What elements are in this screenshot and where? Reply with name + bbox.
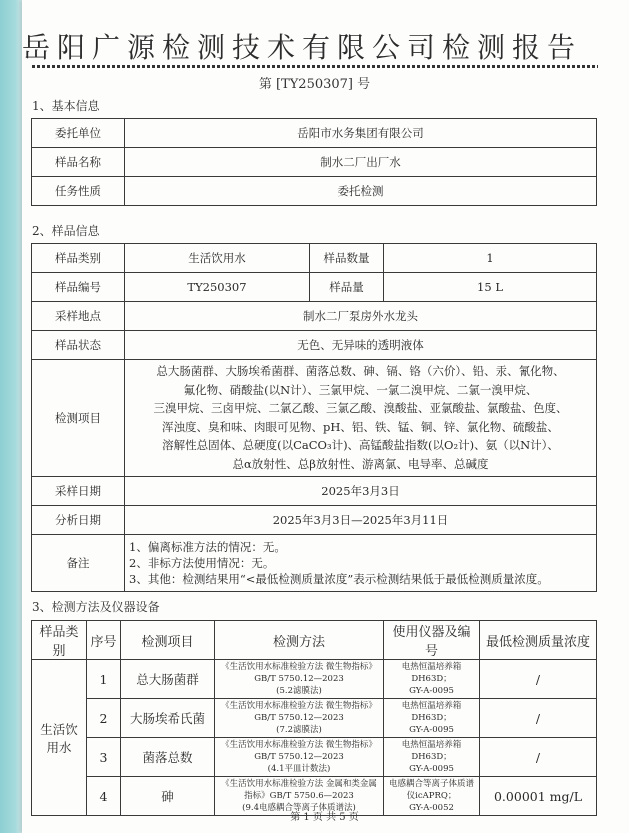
instrument-line: 仪icAPRQ； xyxy=(406,791,457,801)
test-method xyxy=(215,699,384,738)
instrument-line: DH63D； xyxy=(411,752,452,762)
methods-table xyxy=(31,620,597,816)
location-label: 采样地点 xyxy=(32,302,125,331)
column-header: 样品类别 xyxy=(32,621,87,660)
column-header: 最低检测质量浓度 xyxy=(480,621,597,660)
test-items-line: 总大肠菌群、大肠埃希菌群、菌落总数、砷、镉、铬（六价）、铅、汞、氰化物、 xyxy=(156,364,565,378)
method-line: 《生活饮用水标准检验方法 微生物指标》 xyxy=(221,740,377,750)
min-concentration: / xyxy=(480,660,597,699)
sample-name-label: 样品名称 xyxy=(32,148,125,177)
test-items-line: 溶解性总固体、总硬度(以CaCO₃计)、高锰酸盐指数(以O₂计)、氨（以N计）、 xyxy=(162,438,559,453)
instrument xyxy=(384,738,480,777)
instrument-line: GY-A-0095 xyxy=(409,725,454,735)
min-concentration: / xyxy=(480,738,597,777)
remark-line: 2、非标方法使用情况：无。 xyxy=(129,555,275,570)
min-concentration: 0.00001 mg/L xyxy=(480,777,597,816)
table-row xyxy=(32,505,597,534)
instrument-line: DH63D； xyxy=(411,674,452,684)
test-items-line: 浑浊度、臭和味、肉眼可见物、pH、铝、铁、锰、铜、锌、氯化物、硫酸盐、 xyxy=(162,419,559,434)
client-label: 委托单位 xyxy=(32,119,125,148)
min-concentration: / xyxy=(480,699,597,738)
row-number: 1 xyxy=(87,660,121,699)
table-header-row xyxy=(32,621,597,660)
test-item: 大肠埃希氏菌 xyxy=(121,699,215,738)
method-line: GB/T 5750.12—2023 xyxy=(254,752,344,762)
analysis-date-label: 分析日期 xyxy=(32,505,125,534)
table-row xyxy=(32,177,597,206)
state-value: 无色、无异味的透明液体 xyxy=(125,331,597,360)
background-edge xyxy=(0,0,22,833)
instrument-line: 电感耦合等离子体质谱 xyxy=(388,779,474,789)
sample-category-cell: 生活饮用水 xyxy=(32,660,87,816)
table-row xyxy=(32,331,597,360)
row-number: 2 xyxy=(87,699,121,738)
instrument-line: GY-A-0095 xyxy=(409,764,454,774)
method-line: 指标》GB/T 5750.6—2023 xyxy=(244,791,354,801)
remark-line: 3、其他：检测结果用“<最低检测质量浓度”表示检测结果低于最低检测质量浓度。 xyxy=(129,571,549,586)
analysis-date-value: 2025年3月3日—2025年3月11日 xyxy=(125,505,597,534)
table-row xyxy=(32,244,597,273)
basic-info-table xyxy=(31,118,597,206)
instrument-line: GY-A-0095 xyxy=(409,686,454,696)
table-row xyxy=(32,660,597,699)
test-items-line: 氟化物、硝酸盐(以N计）、三氯甲烷、一氯二溴甲烷、二氯一溴甲烷、 xyxy=(183,382,538,397)
row-number: 3 xyxy=(87,738,121,777)
instrument xyxy=(384,660,480,699)
sample-count-value: 1 xyxy=(384,244,597,273)
instrument xyxy=(384,699,480,738)
instrument-line: 电热恒温培养箱 xyxy=(401,662,462,672)
test-item: 砷 xyxy=(121,777,215,816)
section-heading-methods: 3、检测方法及仪器设备 xyxy=(32,600,160,614)
table-row xyxy=(32,476,597,505)
test-items-line: 三溴甲烷、三卤甲烷、二氯乙酸、三氯乙酸、溴酸盐、亚氯酸盐、氯酸盐、色度、 xyxy=(153,401,568,416)
test-items-label: 检测项目 xyxy=(32,360,125,477)
test-item: 总大肠菌群 xyxy=(121,660,215,699)
column-header: 检测项目 xyxy=(121,621,215,660)
method-line: 《生活饮用水标准检验方法 微生物指标》 xyxy=(221,662,377,672)
column-header: 使用仪器及编号 xyxy=(384,621,480,660)
page-info: 第 1 页 共 5 页 xyxy=(290,812,359,823)
client-value: 岳阳市水务集团有限公司 xyxy=(125,119,597,148)
table-row xyxy=(32,148,597,177)
sample-name-value: 制水二厂出厂水 xyxy=(125,148,597,177)
test-method xyxy=(215,660,384,699)
task-nature-label: 任务性质 xyxy=(32,177,125,206)
table-row xyxy=(32,119,597,148)
remark-line: 1、偏离标准方法的情况：无。 xyxy=(129,539,286,554)
table-row xyxy=(32,534,597,591)
section-heading-sample-info: 2、样品信息 xyxy=(32,224,100,238)
instrument-line: 电热恒温培养箱 xyxy=(401,740,462,750)
table-row xyxy=(32,738,597,777)
sample-info-table xyxy=(31,243,597,592)
sample-amount-label: 样品量 xyxy=(310,273,384,302)
remarks-value xyxy=(125,534,597,591)
table-row xyxy=(32,360,597,477)
method-line: (5.2滤膜法) xyxy=(276,686,322,696)
table-row xyxy=(32,273,597,302)
sampling-date-label: 采样日期 xyxy=(32,476,125,505)
instrument-line: GY-A-0052 xyxy=(409,803,454,813)
dotted-divider xyxy=(32,65,598,68)
instrument-line: 电热恒温培养箱 xyxy=(401,701,462,711)
sampling-date-value: 2025年3月3日 xyxy=(125,476,597,505)
method-line: GB/T 5750.12—2023 xyxy=(254,674,344,684)
column-header: 序号 xyxy=(87,621,121,660)
sample-category-value: 生活饮用水 xyxy=(125,244,310,273)
sample-category-label: 样品类别 xyxy=(32,244,125,273)
table-row xyxy=(32,699,597,738)
method-line: (7.2滤膜法) xyxy=(276,725,322,735)
sample-amount-value: 15 L xyxy=(384,273,597,302)
state-label: 样品状态 xyxy=(32,331,125,360)
section-heading-basic-info: 1、基本信息 xyxy=(32,99,100,113)
report-number: 第 [TY250307] 号 xyxy=(258,77,371,92)
location-value: 制水二厂泵房外水龙头 xyxy=(125,302,597,331)
task-nature-value: 委托检测 xyxy=(125,177,597,206)
method-line: GB/T 5750.12—2023 xyxy=(254,713,344,723)
column-header: 检测方法 xyxy=(215,621,384,660)
report-title: 岳阳广源检测技术有限公司检测报告 xyxy=(22,31,583,64)
method-line: (9.4电感耦合等离子体质谱法) xyxy=(242,803,356,813)
method-line: 《生活饮用水标准检验方法 金属和类金属 xyxy=(221,779,377,789)
sample-count-label: 样品数量 xyxy=(310,244,384,273)
remarks-label: 备注 xyxy=(32,534,125,591)
test-items-line: 总α放射性、总β放射性、游离氯、电导率、总碱度 xyxy=(232,456,489,471)
test-method xyxy=(215,738,384,777)
row-number: 4 xyxy=(87,777,121,816)
test-item: 菌落总数 xyxy=(121,738,215,777)
test-items-value xyxy=(125,360,597,477)
method-line: (4.1平皿计数法) xyxy=(267,764,331,774)
sample-id-label: 样品编号 xyxy=(32,273,125,302)
sample-id-value: TY250307 xyxy=(125,273,310,302)
table-row xyxy=(32,302,597,331)
method-line: 《生活饮用水标准检验方法 微生物指标》 xyxy=(221,701,377,711)
instrument-line: DH63D； xyxy=(411,713,452,723)
